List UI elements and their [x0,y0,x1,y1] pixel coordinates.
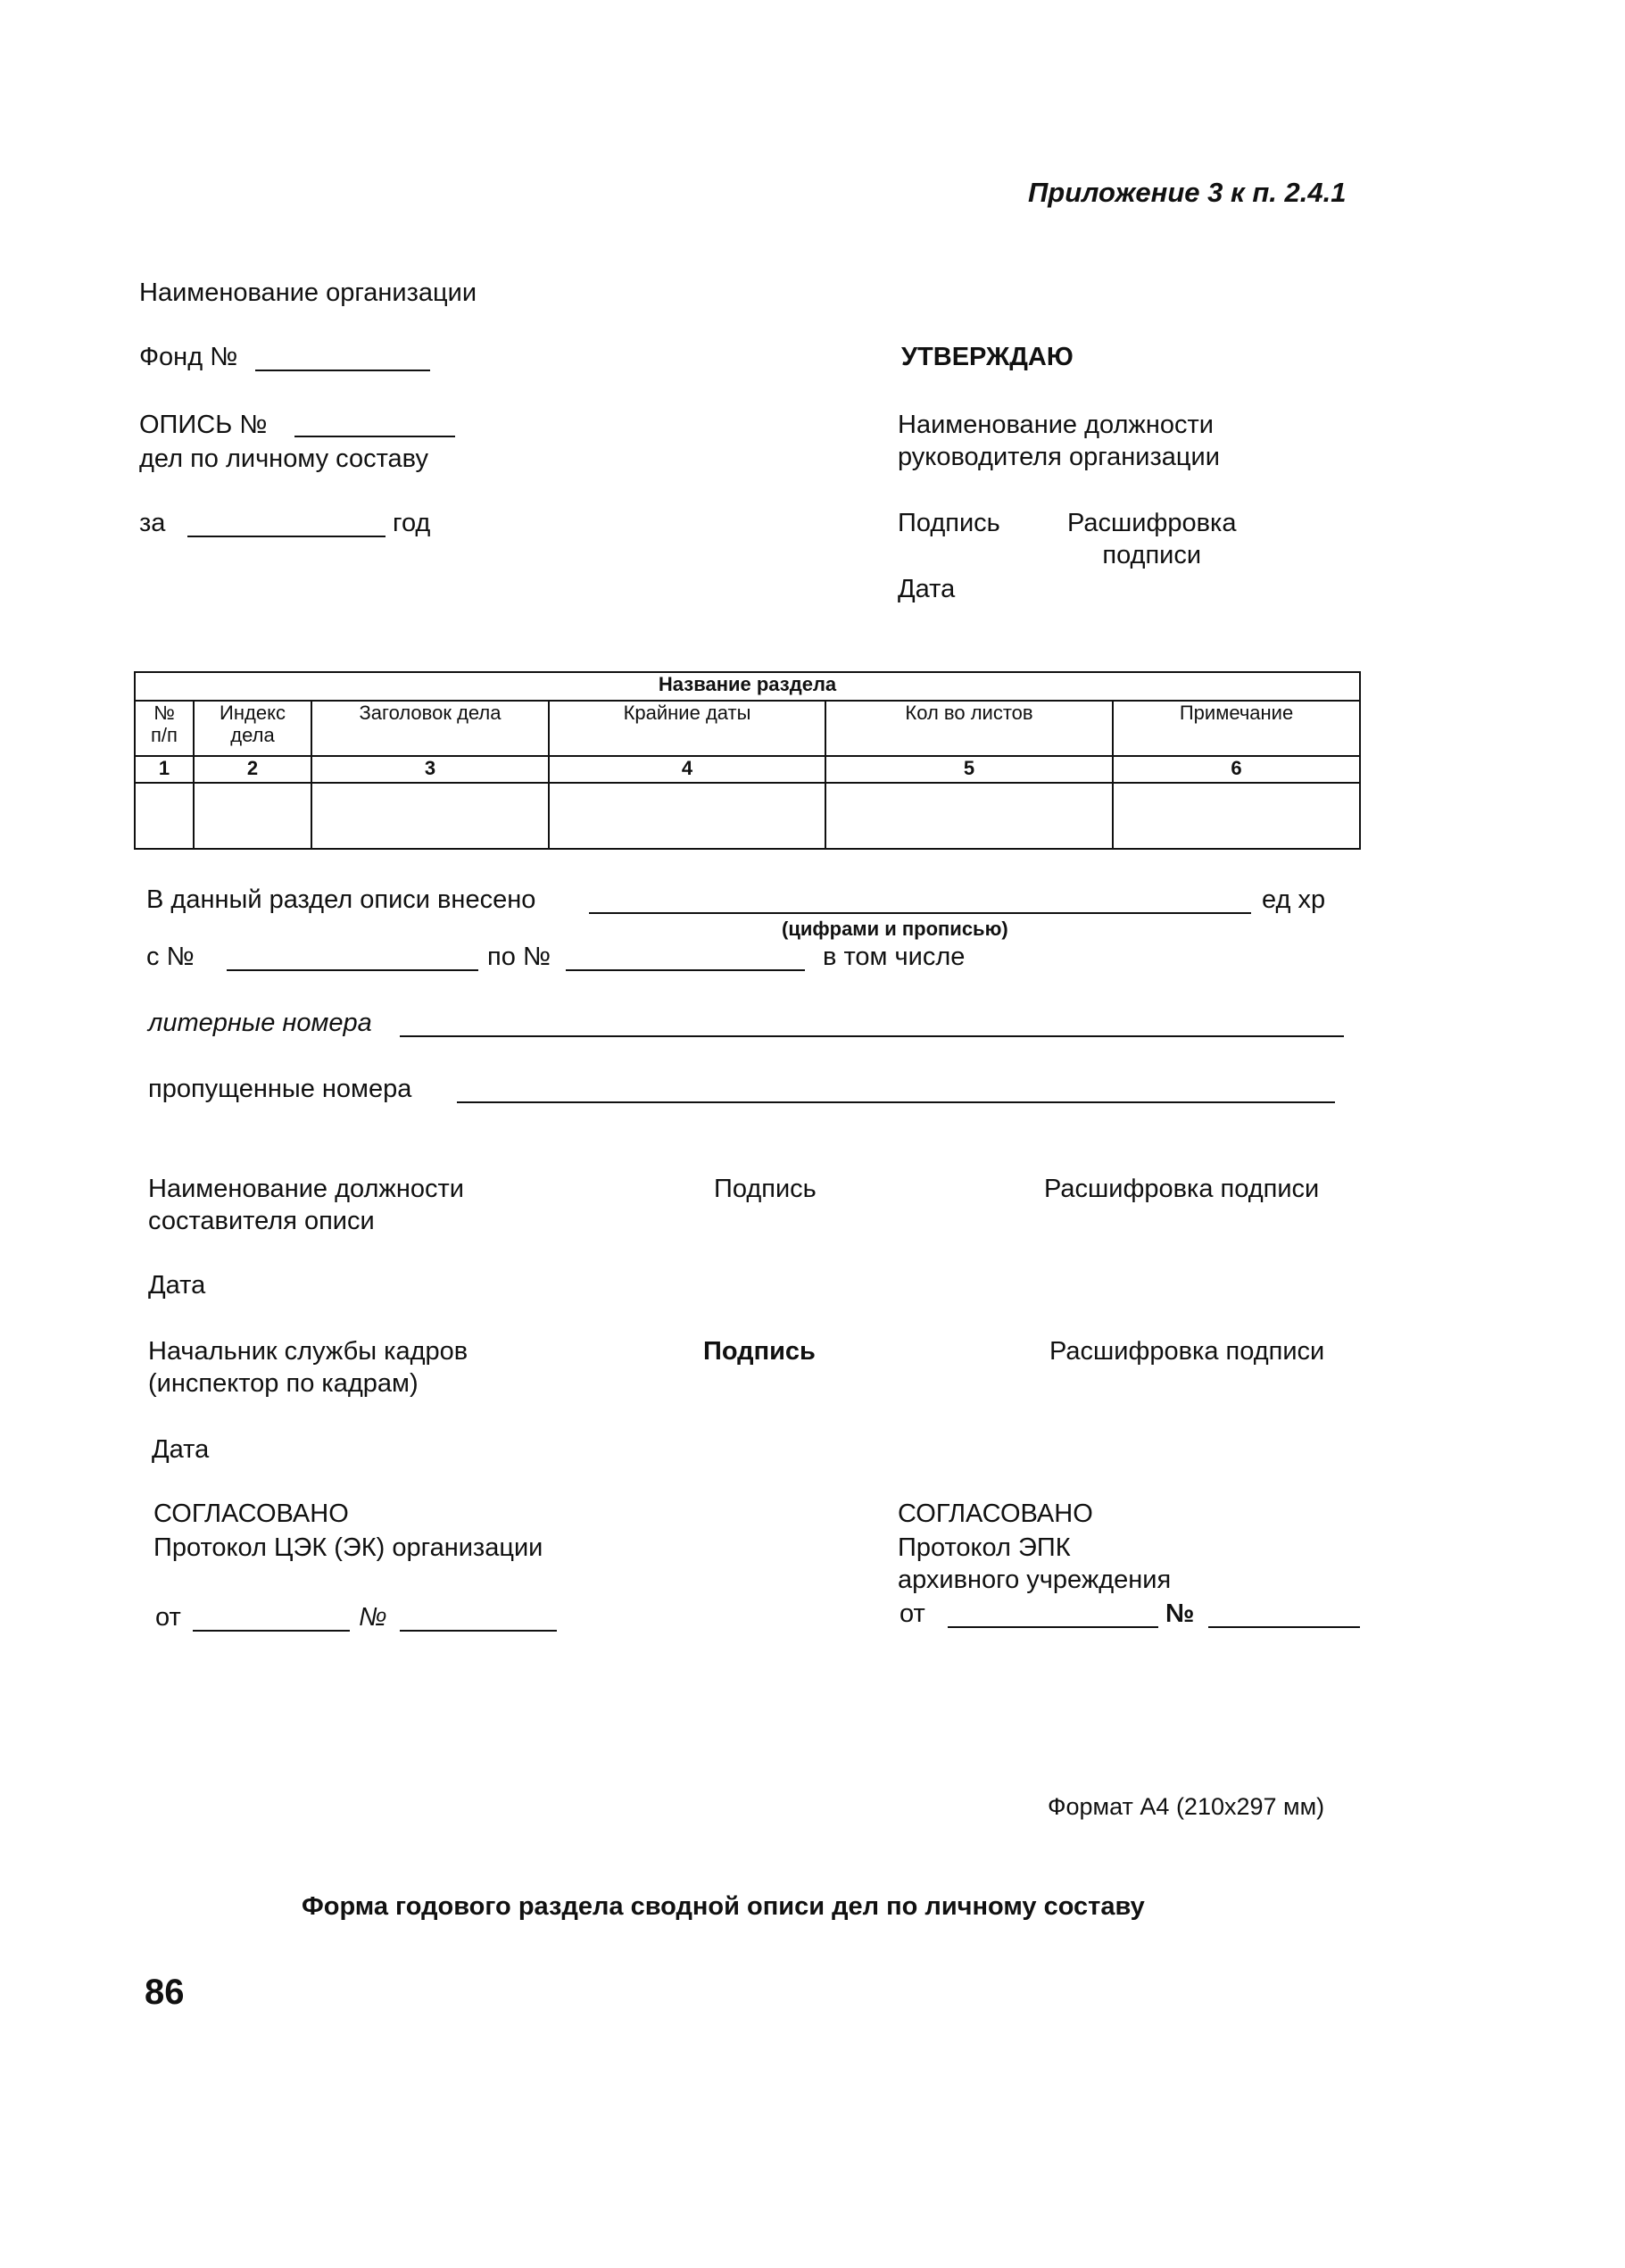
col-header-note-line1: Примечание [1179,702,1294,724]
col-number-1: 1 [135,756,194,783]
agreed-right-no: № [1165,1599,1195,1628]
agreed-right-from: от [900,1599,925,1628]
year-suffix: год [393,509,431,537]
agreed-left-title: СОГЛАСОВАНО [153,1500,349,1528]
col-header-title-line1: Заголовок дела [359,702,502,724]
format-note: Формат А4 (210x297 мм) [1048,1793,1325,1820]
col-header-title [311,701,549,756]
agreed-left-number-line [400,1630,557,1632]
col-number-3: 3 [311,756,549,783]
agreed-right-archive: архивного учреждения [898,1566,1172,1594]
hr-head-date: Дата [152,1435,210,1464]
agreed-left-date-line [193,1630,350,1632]
hr-head-position [148,1335,468,1400]
missed-numbers-label: пропущенные номера [148,1075,412,1103]
to-number-label: по № [487,943,551,971]
table-cell [1113,783,1360,849]
table-cell [311,783,549,849]
hr-head-signature: Подпись [703,1337,816,1366]
col-header-index-line2: дела [230,724,275,746]
fond-label: Фонд № [139,343,238,371]
table-cell [135,783,194,849]
inventory-label: ОПИСЬ № [139,411,268,439]
approve-date: Дата [898,575,956,603]
col-header-dates-line1: Крайние даты [623,702,751,724]
col-header-dates [549,701,825,756]
table-cell [549,783,825,849]
approve-position [898,409,1220,473]
agreed-right-date-line [948,1626,1158,1628]
col-number-4: 4 [549,756,825,783]
approve-signature: Подпись [898,509,1000,537]
col-header-index [194,701,311,756]
fond-number-line [255,370,430,371]
page-number: 86 [145,1973,185,2012]
inventory-table [134,671,1361,850]
compiler-signature-decode: Расшифровка подписи [1044,1175,1320,1203]
col-header-sheets-line1: Кол во листов [905,702,1033,724]
appendix-reference: Приложение 3 к п. 2.4.1 [1028,177,1347,208]
col-header-sheets [825,701,1113,756]
approve-signature-decode-line2: подписи [1102,541,1202,569]
approve-title: УТВЕРЖДАЮ [901,343,1074,371]
organization-name-label: Наименование организации [139,278,477,307]
col-number-6: 6 [1113,756,1360,783]
letter-numbers-line [400,1035,1344,1037]
from-number-label: с № [146,943,195,971]
col-header-index-line1: Индекс [220,702,286,724]
section-title: Название раздела [135,672,1360,701]
compiler-position [148,1173,464,1237]
agreed-left-no: № [359,1603,387,1632]
col-header-number-line1: № [153,702,175,724]
approve-signature-decode-line1: Расшифровка [1067,509,1237,537]
from-number-line [227,969,478,971]
to-number-line [566,969,805,971]
inventory-subtitle: дел по личному составу [139,444,428,473]
agreed-left-from: от [155,1603,181,1632]
compiler-position-line1: Наименование должности [148,1175,464,1203]
inventory-number-line [294,436,455,437]
approve-position-line2: руководителя организации [898,443,1220,471]
col-header-number-line2: п/п [151,724,178,746]
agreed-left-protocol: Протокол ЦЭК (ЭК) организации [153,1533,543,1562]
col-header-number [135,701,194,756]
letter-numbers-label: литерные номера [148,1009,372,1037]
agreed-right-title: СОГЛАСОВАНО [898,1500,1093,1528]
compiler-signature: Подпись [714,1175,817,1203]
col-header-note [1113,701,1360,756]
compiler-position-line2: составителя описи [148,1207,375,1235]
agreed-right-number-line [1208,1626,1360,1628]
table-row [135,783,1360,849]
approve-signature-decode [1067,507,1236,571]
units-label: ед хр [1262,885,1326,914]
form-caption: Форма годового раздела сводной описи дел по личному составу [302,1892,1145,1921]
hr-head-signature-decode: Расшифровка подписи [1049,1337,1325,1366]
year-line [187,536,386,537]
approve-position-line1: Наименование должности [898,411,1214,439]
entered-line [589,912,1251,914]
missed-numbers-line [457,1101,1335,1103]
hr-head-position-line2: (инспектор по кадрам) [148,1369,419,1398]
col-number-2: 2 [194,756,311,783]
year-prefix: за [139,509,166,537]
including-label: в том числе [823,943,966,971]
table-cell [194,783,311,849]
entered-hint: (цифрами и прописью) [782,918,1008,940]
col-number-5: 5 [825,756,1113,783]
table-cell [825,783,1113,849]
agreed-right-protocol: Протокол ЭПК [898,1533,1071,1562]
entered-label: В данный раздел описи внесено [146,885,536,914]
hr-head-position-line1: Начальник службы кадров [148,1337,468,1366]
compiler-date: Дата [148,1271,206,1300]
